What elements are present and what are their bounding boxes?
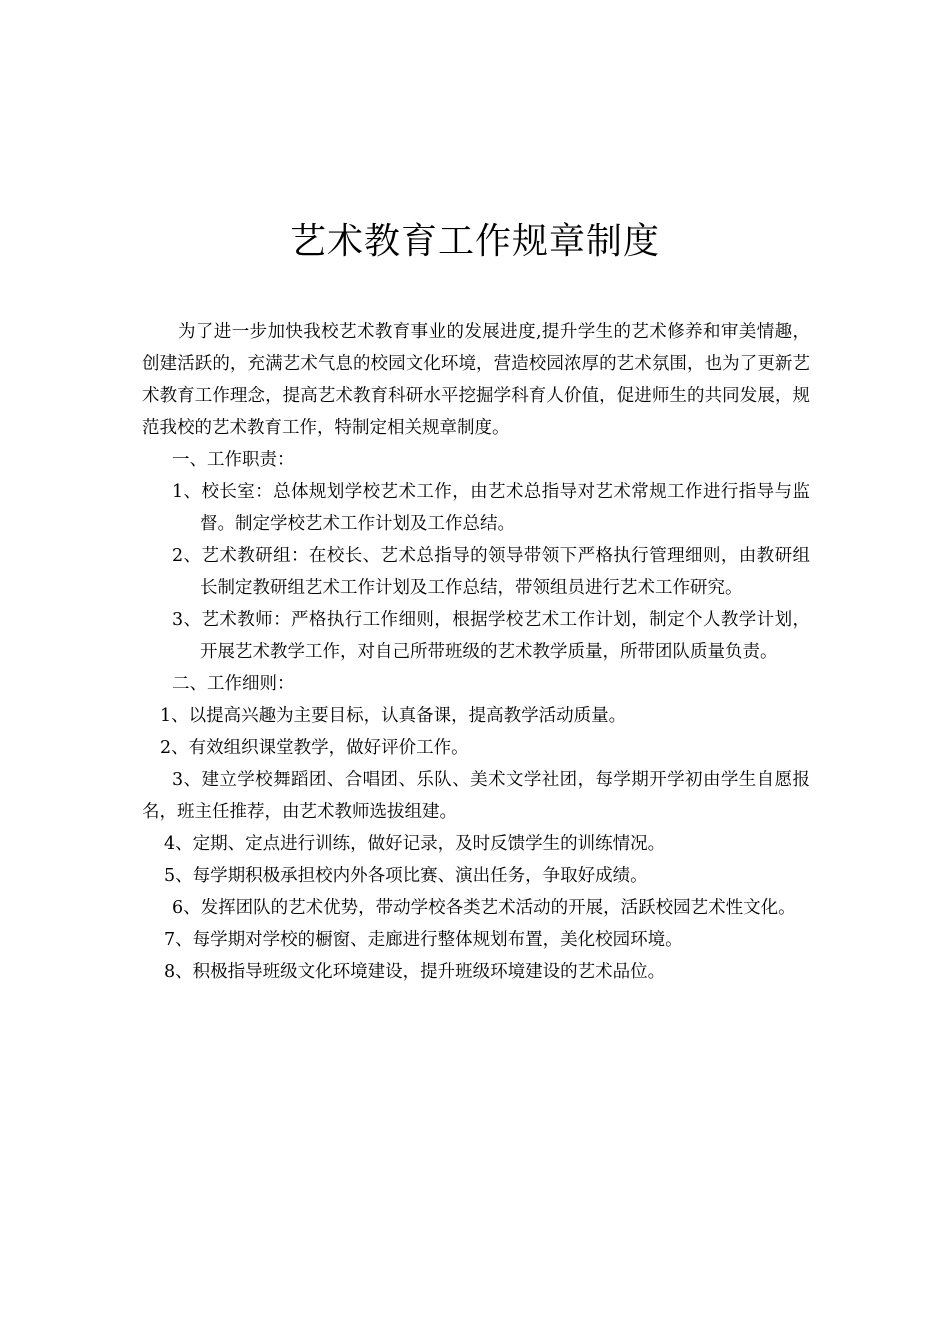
rule-item: 7、每学期对学校的橱窗、走廊进行整体规划布置，美化校园环境。 <box>164 930 683 950</box>
document-body <box>142 316 810 988</box>
duty-item-teacher: 3、艺术教师：严格执行工作细则，根据学校艺术工作计划，制定个人教学计划，开展艺术教学工作，对自己所带班级的艺术教学质量，所带团队质量负责。 <box>172 610 810 662</box>
rule-item: 1、以提高兴趣为主要目标，认真备课，提高教学活动质量。 <box>160 706 627 726</box>
intro-paragraph: 为了进一步加快我校艺术教育事业的发展进度,提升学生的艺术修养和审美情趣，创建活跃的，充满艺术气息的校园文化环境，营造校园浓厚的艺术氛围，也为了更新艺术教育工作理念，提高艺术教育科研水平挖掘学科育人价值，促进师生的共同发展，规范我校的艺术教育工作，特制定相关规章制度。 <box>142 322 810 438</box>
rule-item: 6、发挥团队的艺术优势，带动学校各类艺术活动的开展，活跃校园艺术性文化。 <box>172 898 796 918</box>
rule-item: 2、有效组织课堂教学，做好评价工作。 <box>160 738 469 758</box>
duty-item-principal: 1、校长室：总体规划学校艺术工作，由艺术总指导对艺术常规工作进行指导与监督。制定学校艺术工作计划及工作总结。 <box>172 482 810 534</box>
rule-item: 4、定期、定点进行训练，做好记录，及时反馈学生的训练情况。 <box>164 834 666 854</box>
rule-item: 3、建立学校舞蹈团、合唱团、乐队、美术文学社团，每学期开学初由学生自愿报名，班主任推荐，由艺术教师选拔组建。 <box>142 770 810 822</box>
rule-item: 5、每学期积极承担校内外各项比赛、演出任务，争取好成绩。 <box>164 866 648 886</box>
section-heading-duties: 一、工作职责： <box>172 450 295 470</box>
section-heading-rules: 二、工作细则： <box>172 674 295 694</box>
rule-item: 8、积极指导班级文化环境建设，提升班级环境建设的艺术品位。 <box>164 962 666 982</box>
document-title: 艺术教育工作规章制度 <box>289 221 660 262</box>
duty-item-research-group: 2、艺术教研组：在校长、艺术总指导的领导带领下严格执行管理细则，由教研组长制定教研组艺术工作计划及工作总结，带领组员进行艺术工作研究。 <box>172 546 810 598</box>
